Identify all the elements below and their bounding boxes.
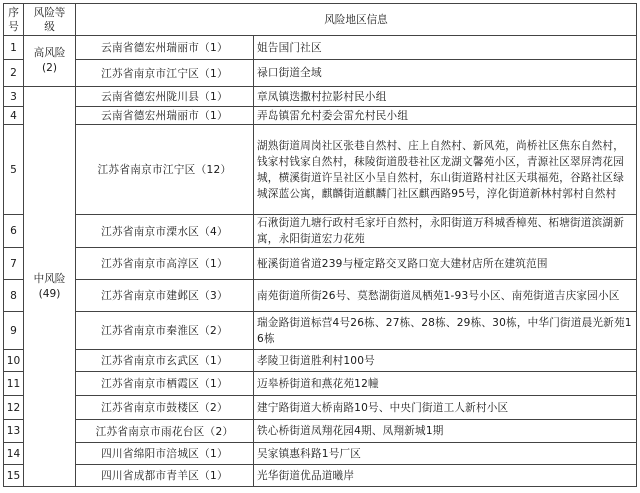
- table-row: [4, 350, 637, 372]
- row-region: 江苏省南京市秦淮区（2）: [76, 312, 254, 350]
- row-region: 四川省绵阳市涪城区（1）: [76, 443, 254, 465]
- level-count: (2): [41, 62, 57, 74]
- table-row: [4, 443, 637, 465]
- table-row: [4, 312, 637, 350]
- row-detail: 铁心桥街道凤翔花园4期、凤翔新城1期: [254, 420, 637, 443]
- table-row: [4, 36, 637, 60]
- row-no: 10: [4, 350, 24, 372]
- table-row: [4, 107, 637, 125]
- risk-area-table: [3, 3, 637, 487]
- table-row: [4, 280, 637, 312]
- table-row: [4, 60, 637, 87]
- row-no: 9: [4, 312, 24, 350]
- table-row: [4, 215, 637, 248]
- row-no: 2: [4, 60, 24, 87]
- row-no: 8: [4, 280, 24, 312]
- table-row: [4, 125, 637, 215]
- row-detail: 光华街道优品道曦岸: [254, 465, 637, 487]
- row-detail: 禄口街道全域: [254, 60, 637, 87]
- table-row: [4, 248, 637, 280]
- row-region: 江苏省南京市玄武区（1）: [76, 350, 254, 372]
- row-detail: 南苑街道所街26号、莫愁湖街道凤栖苑1-93号小区、南苑街道吉庆家园小区: [254, 280, 637, 312]
- row-detail: 建宁路街道大桥南路10号、中央门街道工人新村小区: [254, 396, 637, 420]
- table-row: [4, 396, 637, 420]
- table-row: [4, 420, 637, 443]
- row-region: 江苏省南京市栖霞区（1）: [76, 372, 254, 396]
- row-no: 1: [4, 36, 24, 60]
- row-detail: 湖熟街道周岗社区张巷自然村、庄上自然村、新风苑，尚桥社区焦东自然村，钱家村钱家自然村，秣陵街道殷巷社区龙湖文馨苑小区，青源社区翠屏湾花园城，横溪街道许呈社区小呈自然村，东山街道路村社区天琪福苑，谷路社区绿城深蓝公寓，麒麟街道麒麟门社区麒西路95号，淳化街道新林村郭村自然村: [254, 125, 637, 215]
- row-no: 7: [4, 248, 24, 280]
- row-region: 江苏省南京市雨花台区（2）: [76, 420, 254, 443]
- row-detail: 桠溪街道省道239与桠定路交叉路口宽大建材店所在建筑范围: [254, 248, 637, 280]
- row-region: 江苏省南京市鼓楼区（2）: [76, 396, 254, 420]
- row-detail: 迈皋桥街道和燕花苑12幢: [254, 372, 637, 396]
- table-header-row: [4, 4, 637, 36]
- row-region: 江苏省南京市江宁区（1）: [76, 60, 254, 87]
- level-cell-high: [24, 36, 76, 87]
- table-row: [4, 87, 637, 107]
- row-region: 云南省德宏州瑞丽市（1）: [76, 107, 254, 125]
- row-region: 江苏省南京市高淳区（1）: [76, 248, 254, 280]
- row-region: 江苏省南京市江宁区（12）: [76, 125, 254, 215]
- row-no: 12: [4, 396, 24, 420]
- row-detail: 瑞金路街道标营4号26栋、27栋、28栋、29栋、30栋，中华门街道晨光新苑16栋: [254, 312, 637, 350]
- row-region: 云南省德宏州瑞丽市（1）: [76, 36, 254, 60]
- row-no: 3: [4, 87, 24, 107]
- row-region: 云南省德宏州陇川县（1）: [76, 87, 254, 107]
- row-detail: 孝陵卫街道胜利村100号: [254, 350, 637, 372]
- row-no: 11: [4, 372, 24, 396]
- row-no: 4: [4, 107, 24, 125]
- level-cell-mid: [24, 87, 76, 487]
- row-region: 江苏省南京市建邺区（3）: [76, 280, 254, 312]
- level-label: 中风险: [33, 272, 66, 285]
- row-detail: 弄岛镇雷允村委会雷允村民小组: [254, 107, 637, 125]
- row-region: 江苏省南京市溧水区（4）: [76, 215, 254, 248]
- row-no: 15: [4, 465, 24, 487]
- row-no: 13: [4, 420, 24, 443]
- level-label: 高风险: [33, 47, 66, 59]
- row-no: 5: [4, 125, 24, 215]
- header-level: 风险等级: [24, 4, 76, 36]
- row-detail: 章凤镇迭撒村拉影村民小组: [254, 87, 637, 107]
- table-row: [4, 372, 637, 396]
- header-no: 序号: [4, 4, 24, 36]
- row-no: 14: [4, 443, 24, 465]
- row-detail: 姐告国门社区: [254, 36, 637, 60]
- row-detail: 石湫街道九塘行政村毛家圩自然村，永阳街道万科城香樟苑、柘塘街道滨湖新寓，永阳街道宏力花苑: [254, 215, 637, 248]
- row-region: 四川省成都市青羊区（1）: [76, 465, 254, 487]
- row-detail: 吴家镇惠科路1号厂区: [254, 443, 637, 465]
- header-info: 风险地区信息: [76, 4, 637, 36]
- level-count: (49): [38, 287, 61, 300]
- row-no: 6: [4, 215, 24, 248]
- table-row: [4, 465, 637, 487]
